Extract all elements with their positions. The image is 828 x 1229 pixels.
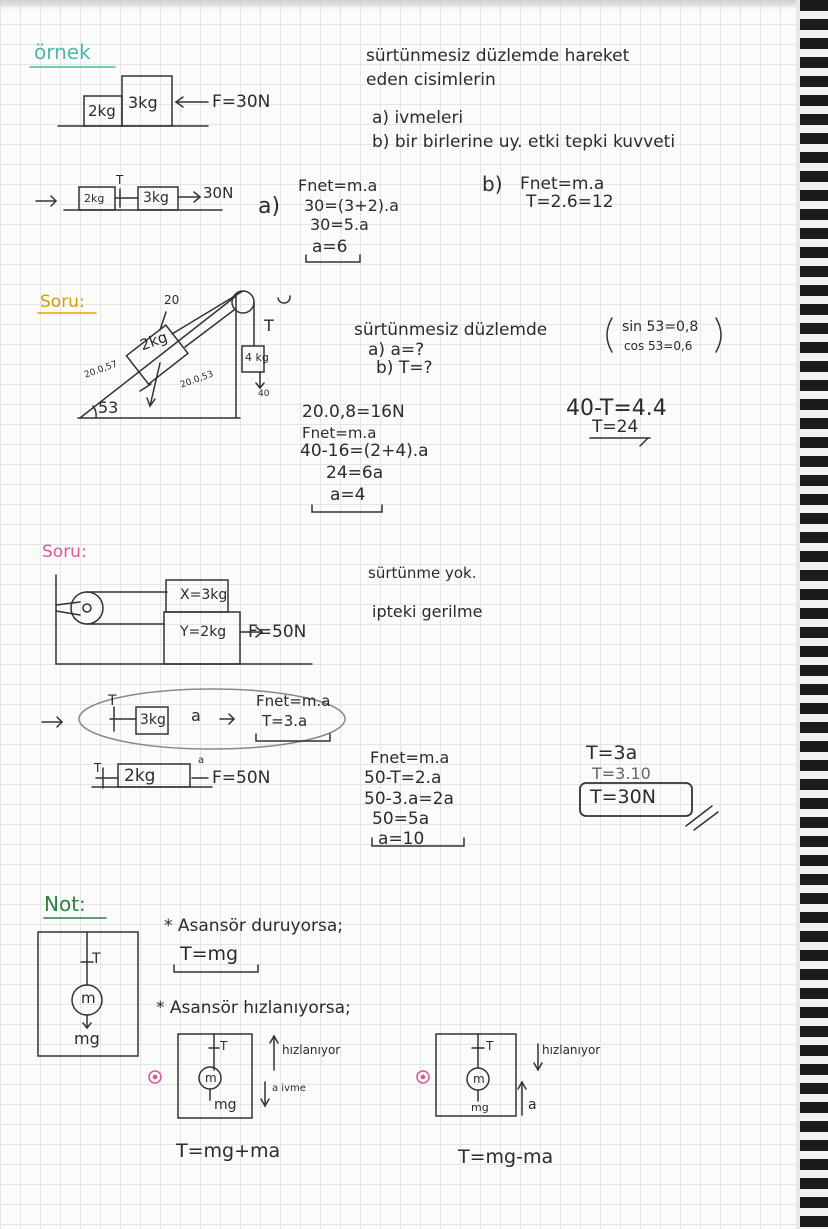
not-elevator-mass: m [81,989,96,1007]
soru2-title: Soru: [42,542,87,562]
not-d2-formula: T=mg-ma [458,1146,554,1168]
soru2-step2: 50-T=2.a [364,768,442,788]
ornek-fb-2kg: 2kg [84,192,105,205]
soru2-fb1-tension: T [108,693,117,709]
hanging-mass: 4 kg [245,351,269,364]
spiral-binding [800,0,828,1229]
soru1-description: sürtünmesiz düzlemde [354,320,548,340]
ornek-a-line1: Fnet=m.a [298,176,378,195]
ornek-title: örnek [34,40,91,64]
not-title: Not: [44,892,86,916]
soru1-result-a: a=4 [330,485,366,505]
ornek-b-line1: Fnet=m.a [520,174,605,194]
soru2-step1: Fnet=m.a [370,748,450,767]
ornek-fb-3kg: 3kg [143,190,169,206]
incline-weight-20: 20 [164,293,180,307]
not-case1: * Asansör duruyorsa; [164,916,344,936]
not-d2-weight: mg [471,1101,489,1114]
ornek-box-3kg: 3kg [128,93,158,112]
not-elevator-tension: T [92,951,101,967]
soru2-result-a: a=10 [378,829,425,849]
incline-angle: 53 [98,398,119,417]
soru1-result-T: T=24 [592,417,639,437]
ornek-b-line2: T=2.6=12 [526,192,614,212]
incline-component-cos: 20.0,57 [83,359,119,381]
not-d1-tension: T [220,1039,228,1053]
pulley-force: F=50N [248,622,307,642]
pulley-box-x: X=3kg [180,587,228,603]
not-d1-label-accel: a ivme [272,1083,306,1094]
soru1-cos: cos 53=0,6 [624,339,693,353]
ornek-description-line2: eden cisimlerin [366,70,496,90]
soru2-description1: sürtünme yok. [368,564,477,582]
not-d2-tension: T [486,1039,494,1053]
ornek-part-b-label: b) [482,172,503,196]
soru1-title: Soru: [40,292,85,312]
not-d1-formula: T=mg+ma [176,1140,281,1162]
incline-component-sin: 20.0,53 [179,369,215,391]
not-d1-label-speeding: hızlanıyor [282,1043,341,1057]
soru2-description2: ipteki gerilme [372,602,483,621]
soru1-sin: sin 53=0,8 [622,319,699,335]
ornek-a-line3: 30=5.a [310,215,369,234]
not-elevator-weight: mg [74,1029,100,1048]
hanging-weight-40: 40 [258,389,270,399]
ornek-fb-force: 30N [203,184,234,202]
soru2-fb1-accel: a [191,706,201,725]
soru2-result-T: T=30N [590,786,656,808]
not-case1-formula: T=mg [180,943,239,965]
not-d2-label-speeding: hızlanıyor [542,1043,601,1057]
ornek-a-line2: 30=(3+2).a [304,196,399,215]
ornek-fb-tension: T [116,173,124,187]
soru1-step3: 40-16=(2+4).a [300,441,429,461]
not-d1-weight: mg [214,1097,237,1113]
ornek-a-result: a=6 [312,237,348,257]
ornek-box-2kg: 2kg [88,102,116,120]
soru1-question-a: a) a=? [368,340,425,360]
ornek-force: F=30N [212,92,271,112]
soru2-fb2-force: F=50N [212,768,271,788]
soru2-fb2-accel: a [198,755,205,766]
soru2-tension-eq1: T=3a [586,742,638,764]
soru1-step4: 24=6a [326,463,384,483]
soru2-fb2-mass: 2kg [124,766,156,786]
incline-tension: T [264,316,274,335]
not-case2: * Asansör hızlanıyorsa; [156,998,351,1018]
not-d1-mass: m [205,1071,217,1085]
soru2-tension-eq2: T=3.10 [592,764,651,783]
soru2-fb1-mass: 3kg [140,712,166,728]
ornek-description-line1: sürtünmesiz düzlemde hareket [366,46,630,66]
soru1-tension-eq: 40-T=4.4 [566,396,667,421]
ornek-question-b: b) bir birlerine uy. etki tepki kuvveti [372,132,676,152]
incline-mass: 2kg [137,327,170,355]
soru2-fb1-eq1: Fnet=m.a [256,692,331,710]
pulley-box-y: Y=2kg [180,624,227,640]
soru1-step2: Fnet=m.a [302,424,377,442]
soru2-fb1-eq2: T=3.a [262,712,308,730]
ornek-part-a-label: a) [258,194,281,219]
soru2-step3: 50-3.a=2a [364,789,454,809]
not-d2-mass: m [473,1072,485,1086]
ornek-diagram [30,67,208,126]
soru2-fb2-tension: T [94,761,102,775]
soru1-step1: 20.0,8=16N [302,402,405,422]
not-d2-label-accel: a [528,1097,537,1113]
soru2-step4: 50=5a [372,809,430,829]
ornek-question-a: a) ivmeleri [372,108,464,128]
soru1-question-b: b) T=? [376,358,433,378]
